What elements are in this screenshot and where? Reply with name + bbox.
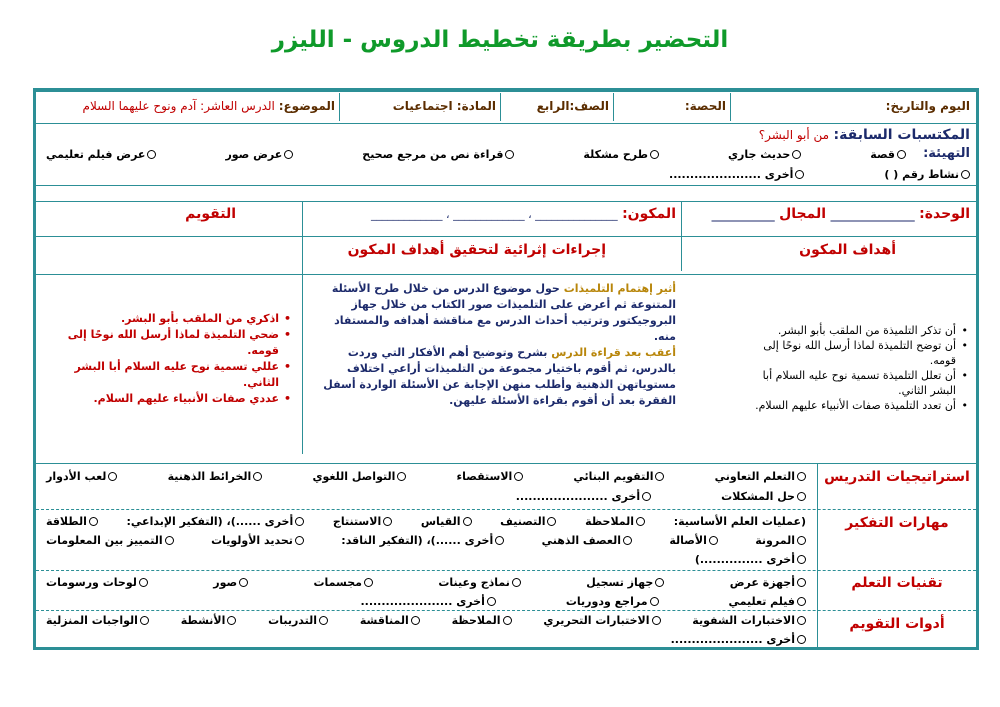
technique-option[interactable]: صور [213, 575, 248, 590]
thinking-option[interactable]: الاستنتاج [333, 514, 392, 529]
radio-circle-icon [792, 150, 801, 159]
strategy-option[interactable]: الخرائط الذهنية [168, 469, 263, 484]
procedures-label: إجراءات إثرائية لتحقيق أهداف المكون [347, 242, 606, 258]
thinking-row3 [695, 552, 806, 568]
component-label: المكون: [622, 206, 676, 222]
assessment-option[interactable]: الملاحظة [452, 613, 512, 628]
warmup-options-row1 [46, 147, 906, 162]
technique-option[interactable]: فيلم تعليمي [729, 594, 806, 609]
warmup-option[interactable]: طرح مشكلة [583, 147, 659, 162]
radio-circle-icon [547, 517, 556, 526]
assessment-option[interactable]: الاختبارات الشفوية [692, 613, 806, 628]
evaluation-item: • اذكري من الملقب بأبو البشر. [51, 311, 291, 327]
warmup-options-row2 [669, 167, 970, 182]
radio-circle-icon [797, 536, 806, 545]
radio-circle-icon [239, 578, 248, 587]
thinking-option[interactable]: أخرى ......)، (التفكير الناقد: [341, 533, 504, 548]
thinking-option[interactable]: الملاحظة [585, 514, 645, 529]
radio-circle-icon [139, 578, 148, 587]
thinking-option[interactable]: القياس [421, 514, 472, 529]
technique-option[interactable]: جهاز تسجيل [586, 575, 664, 590]
topic-label: الموضوع: [278, 99, 335, 113]
radio-circle-icon [655, 578, 664, 587]
objective-item: • أن تعدد التلميذة صفات الأنبياء عليهم السلام. [738, 398, 968, 413]
warmup-option[interactable]: قراءة نص من مرجع صحيح [362, 147, 514, 162]
component-blanks: _______________ ، _____________ ، _____________ [371, 208, 618, 221]
field-field: المجال _________ [711, 206, 826, 222]
strategies-row2 [516, 489, 806, 504]
radio-circle-icon [650, 597, 659, 606]
radio-circle-icon [709, 536, 718, 545]
radio-circle-icon [503, 616, 512, 625]
subject-label: المادة: اجتماعيات [392, 99, 496, 113]
radio-circle-icon [165, 536, 174, 545]
thinking-option[interactable]: تحديد الأولويات [211, 533, 304, 548]
procedure-paragraph: أثير إهتمام التلميذات حول موضوع الدرس من خلال طرح الأسئلة المتنوعة ثم أعرض على التلميذات صور الكتاب من خلال جهاز البروجيكتور وترتيب أحداث الدرس مع مناقشة أهدافه والمستفاد منه. [331, 282, 676, 343]
lesson-plan-table [33, 88, 979, 650]
technique-option[interactable]: أجهزة عرض [730, 575, 806, 590]
strategies-row1 [46, 469, 806, 484]
assessment-option[interactable]: الأنشطة [181, 613, 237, 628]
technique-option[interactable]: مراجع ودوريات [566, 594, 659, 609]
thinking-option[interactable]: التمييز بين المعلومات [46, 533, 174, 548]
radio-circle-icon [108, 472, 117, 481]
assessment-label: أدوات التقويم [849, 616, 945, 632]
strategy-option[interactable]: أخرى ...................... [516, 489, 651, 504]
radio-circle-icon [512, 578, 521, 587]
unit-field: الوحدة: ____________ [830, 206, 970, 222]
radio-circle-icon [623, 536, 632, 545]
thinking-prefix: (عمليات العلم الأساسية: [673, 515, 806, 528]
assessment-option[interactable]: التدريبات [268, 613, 328, 628]
prior-knowledge-label: المكتسبات السابقة: [833, 127, 970, 143]
radio-circle-icon [147, 150, 156, 159]
procedure-lead: أثير إهتمام التلميذات [563, 282, 676, 295]
radio-circle-icon [487, 597, 496, 606]
radio-circle-icon [652, 616, 661, 625]
radio-circle-icon [636, 517, 645, 526]
evaluation-label: التقويم [185, 206, 236, 222]
strategy-option[interactable]: التقويم البنائي [573, 469, 664, 484]
assessment-row1 [46, 613, 806, 628]
radio-circle-icon [897, 150, 906, 159]
evaluation-item: • عللي تسمية نوح عليه السلام أبا البشر الثاني. [51, 359, 291, 391]
radio-circle-icon [140, 616, 149, 625]
thinking-row2 [46, 533, 806, 548]
radio-circle-icon [295, 536, 304, 545]
radio-circle-icon [797, 597, 806, 606]
technique-option[interactable]: مجسمات [313, 575, 373, 590]
thinking-row1 [46, 514, 806, 529]
strategies-label: استراتيجيات التدريس [824, 469, 970, 485]
radio-circle-icon [319, 616, 328, 625]
thinking-option[interactable]: التصنيف [500, 514, 556, 529]
thinking-option[interactable]: الطلاقة [46, 514, 98, 529]
technique-option[interactable]: لوحات ورسومات [46, 575, 148, 590]
radio-circle-icon [797, 578, 806, 587]
prior-knowledge-value: من أبو البشر؟ [758, 128, 830, 142]
objectives-list [738, 323, 968, 413]
evaluation-item: • عددي صفات الأنبياء عليهم السلام. [51, 391, 291, 407]
radio-circle-icon [397, 472, 406, 481]
objective-item: • أن تعلل التلميذة تسمية نوح عليه السلام أبا البشر الثاني. [738, 368, 968, 398]
evaluation-item: • ضحي التلميذة لماذا أرسل الله نوحًا إلى قومه. [51, 327, 291, 359]
topic-field [83, 99, 335, 114]
radio-circle-icon [797, 492, 806, 501]
warmup-option[interactable]: قصة [870, 147, 906, 162]
techniques-row1 [46, 575, 806, 590]
warmup-option[interactable]: نشاط رقم ( ) [884, 167, 970, 182]
radio-circle-icon [797, 635, 806, 644]
radio-circle-icon [227, 616, 236, 625]
objectives-label: أهداف المكون [799, 242, 896, 258]
warmup-label: التهيئة: [923, 146, 970, 161]
radio-circle-icon [253, 472, 262, 481]
strategy-option[interactable]: التعلم التعاوني [715, 469, 806, 484]
technique-option[interactable]: نماذج وعينات [438, 575, 521, 590]
radio-circle-icon [650, 150, 659, 159]
assessment-option[interactable]: الاختبارات التحريري [543, 613, 660, 628]
procedure-paragraph: أعقب بعد قراءة الدرس بشرح وتوضيح أهم الأفكار التي وردت بالدرس، ثم أقوم باختيار مجموعة من التلميذات أراعي اختلاف مستوياتهن الذهنية وأطلب منهن الإجابة عن الأسئلة الواردة أسفل الفقرة بعد أن أقوم بقراءة الأسئلة عليهن. [323, 346, 676, 407]
radio-circle-icon [797, 555, 806, 564]
radio-circle-icon [89, 517, 98, 526]
warmup-option[interactable]: عرض صور [225, 147, 293, 162]
thinking-option[interactable]: الأصالة [669, 533, 718, 548]
objective-item: • أن توضح التلميذة لماذا أرسل الله نوحًا إلى قومه. [738, 338, 968, 368]
techniques-row2 [360, 594, 806, 609]
strategy-option[interactable]: لعب الأدوار [46, 469, 117, 484]
radio-circle-icon [655, 472, 664, 481]
strategy-option[interactable]: الاستقصاء [457, 469, 524, 484]
radio-circle-icon [961, 170, 970, 179]
radio-circle-icon [514, 472, 523, 481]
thinking-option[interactable]: أخرى ......)، (التفكير الإبداعي: [127, 514, 305, 529]
radio-circle-icon [642, 492, 651, 501]
radio-circle-icon [463, 517, 472, 526]
prior-knowledge [759, 126, 970, 144]
radio-circle-icon [505, 150, 514, 159]
radio-circle-icon [364, 578, 373, 587]
strategy-option[interactable]: التواصل اللغوي [312, 469, 406, 484]
radio-circle-icon [284, 150, 293, 159]
thinking-option[interactable]: أخرى ...............) [695, 552, 806, 567]
thinking-option[interactable]: العصف الذهني [542, 533, 632, 548]
date-label: اليوم والتاريخ: [885, 99, 970, 113]
field-label: المجال [779, 206, 826, 222]
radio-circle-icon [495, 536, 504, 545]
radio-circle-icon [797, 472, 806, 481]
topic-value: الدرس العاشر: آدم ونوح عليهما السلام [82, 99, 275, 113]
strategy-option[interactable]: حل المشكلات [721, 489, 806, 504]
techniques-label: تقنيات التعلم [851, 575, 943, 591]
procedures-text [311, 281, 676, 409]
assessment-row2 [671, 632, 806, 648]
class-label: الصف:الرابع [536, 99, 609, 113]
technique-option[interactable]: أخرى ...................... [360, 594, 495, 609]
thinking-option[interactable]: المرونة [755, 533, 806, 548]
radio-circle-icon [797, 616, 806, 625]
warmup-option[interactable]: عرض فيلم تعليمي [46, 147, 156, 162]
radio-circle-icon [295, 517, 304, 526]
period-label: الحصة: [684, 99, 726, 113]
warmup-option[interactable]: أخرى ...................... [669, 167, 804, 182]
evaluation-list [51, 311, 291, 407]
radio-circle-icon [411, 616, 420, 625]
warmup-option[interactable]: حديث جاري [728, 147, 801, 162]
objective-item: • أن تذكر التلميذة من الملقب بأبو البشر. [738, 323, 968, 338]
unit-label: الوحدة: [919, 206, 970, 222]
radio-circle-icon [383, 517, 392, 526]
page-title: التحضير بطريقة تخطيط الدروس - الليزر [271, 27, 729, 53]
assessment-option[interactable]: أخرى ...................... [671, 632, 806, 647]
assessment-option[interactable]: المناقشة [360, 613, 420, 628]
radio-circle-icon [795, 170, 804, 179]
component-field [371, 207, 676, 222]
thinking-label: مهارات التفكير [845, 515, 949, 531]
assessment-option[interactable]: الواجبات المنزلية [46, 613, 149, 628]
